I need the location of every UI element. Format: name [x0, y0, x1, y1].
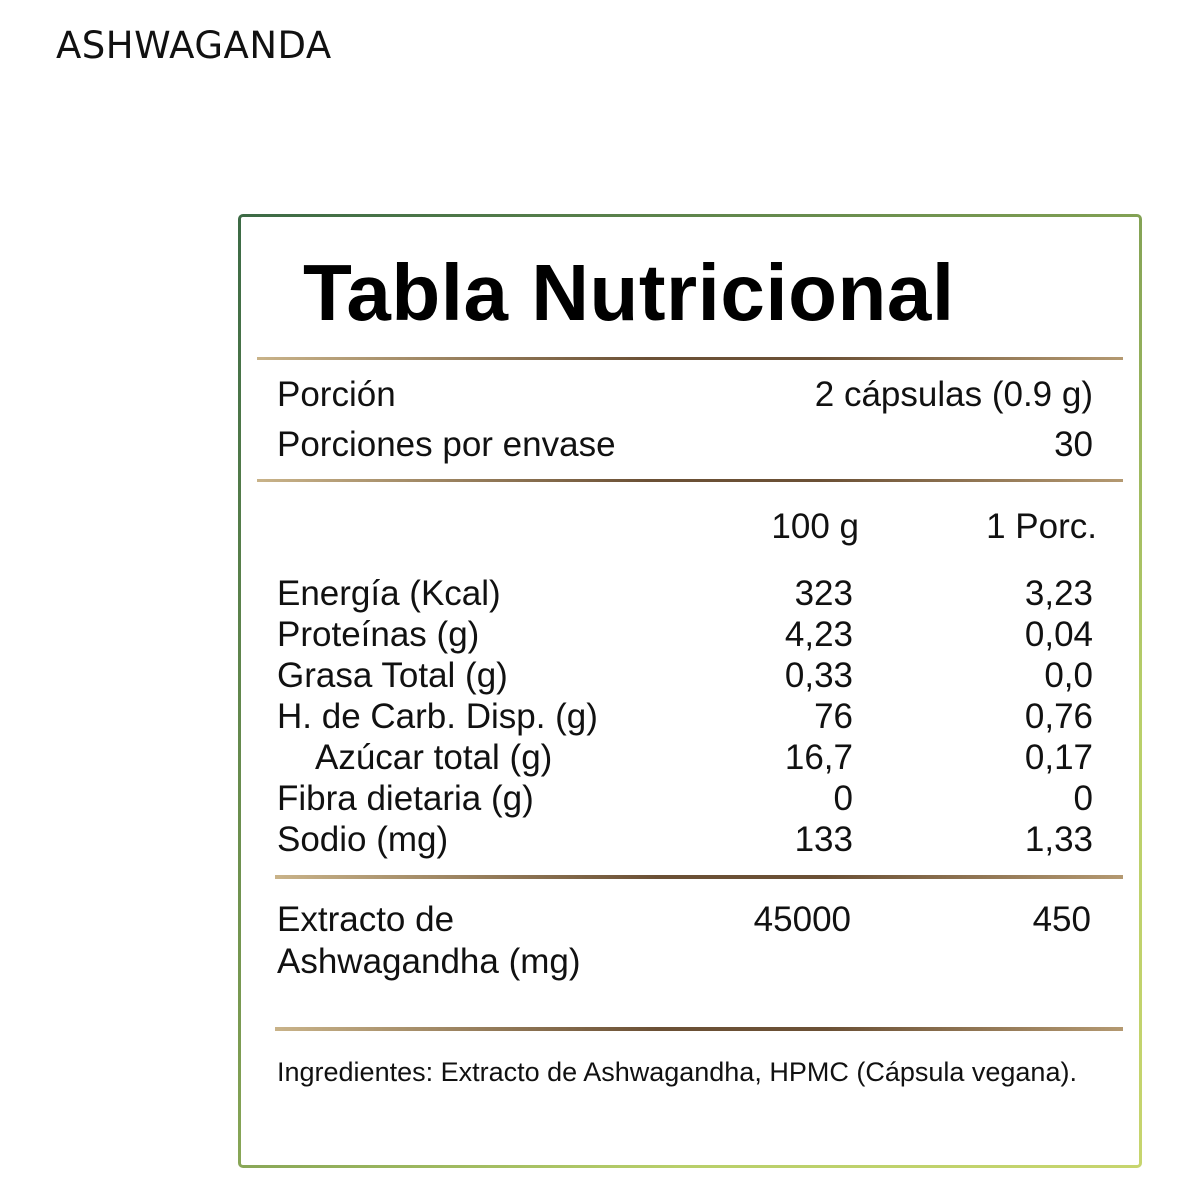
nutrient-row — [241, 777, 1141, 821]
extract-label: Extracto de Ashwagandha (mg) — [277, 900, 581, 981]
nutrient-per100: 0 — [833, 779, 853, 818]
serving-row — [241, 373, 1141, 417]
divider — [257, 357, 1123, 360]
column-headers — [241, 505, 1141, 549]
brand-name: ASHWAGANDA — [56, 24, 332, 67]
col-header-portion: 1 Porc. — [986, 507, 1097, 546]
nutrient-per100: 4,23 — [784, 615, 853, 654]
nutrient-row — [241, 695, 1141, 739]
nutrient-row — [241, 736, 1141, 780]
nutrient-per100: 133 — [794, 820, 853, 859]
nutrient-label: H. de Carb. Disp. (g) — [277, 697, 598, 736]
nutrient-label: Sodio (mg) — [277, 820, 449, 859]
nutrient-per-serving: 0,04 — [1024, 615, 1093, 654]
ingredients-text: Ingredientes: Extracto de Ashwagandha, HPMC (Cápsula vegana). — [277, 1057, 1077, 1087]
nutrient-row — [241, 654, 1141, 698]
divider — [275, 1027, 1123, 1031]
extract-per-serving: 450 — [1032, 900, 1091, 939]
nutrient-row — [241, 818, 1141, 862]
nutrient-per100: 0,33 — [784, 656, 853, 695]
nutrient-per-serving: 0,0 — [1044, 656, 1093, 695]
serving-label: Porción — [277, 375, 396, 414]
nutrient-per-serving: 0,76 — [1024, 697, 1093, 736]
nutrient-per-serving: 0 — [1073, 779, 1093, 818]
nutrient-label: Fibra dietaria (g) — [277, 779, 534, 818]
serving-value: 2 cápsulas (0.9 g) — [814, 375, 1093, 414]
nutrient-label: Grasa Total (g) — [277, 656, 508, 695]
col-header-100g: 100 g — [771, 507, 859, 546]
nutrition-table — [238, 214, 1142, 1168]
nutrient-label: Azúcar total (g) — [315, 738, 553, 777]
divider — [275, 875, 1123, 879]
nutrient-label: Energía (Kcal) — [277, 574, 501, 613]
servings-label: Porciones por envase — [277, 425, 616, 464]
nutrient-per100: 16,7 — [784, 738, 853, 777]
nutrient-per100: 76 — [814, 697, 853, 736]
nutrient-per-serving: 0,17 — [1024, 738, 1093, 777]
nutrient-per100: 323 — [794, 574, 853, 613]
nutrient-label: Proteínas (g) — [277, 615, 480, 654]
table-title: Tabla Nutricional — [303, 248, 955, 337]
nutrient-row — [241, 613, 1141, 657]
servings-value: 30 — [1054, 425, 1093, 464]
servings-row — [241, 423, 1141, 467]
divider — [257, 479, 1123, 482]
nutrient-per-serving: 1,33 — [1024, 820, 1093, 859]
nutrient-per-serving: 3,23 — [1024, 574, 1093, 613]
nutrient-row — [241, 572, 1141, 616]
extract-per100: 45000 — [753, 900, 851, 939]
